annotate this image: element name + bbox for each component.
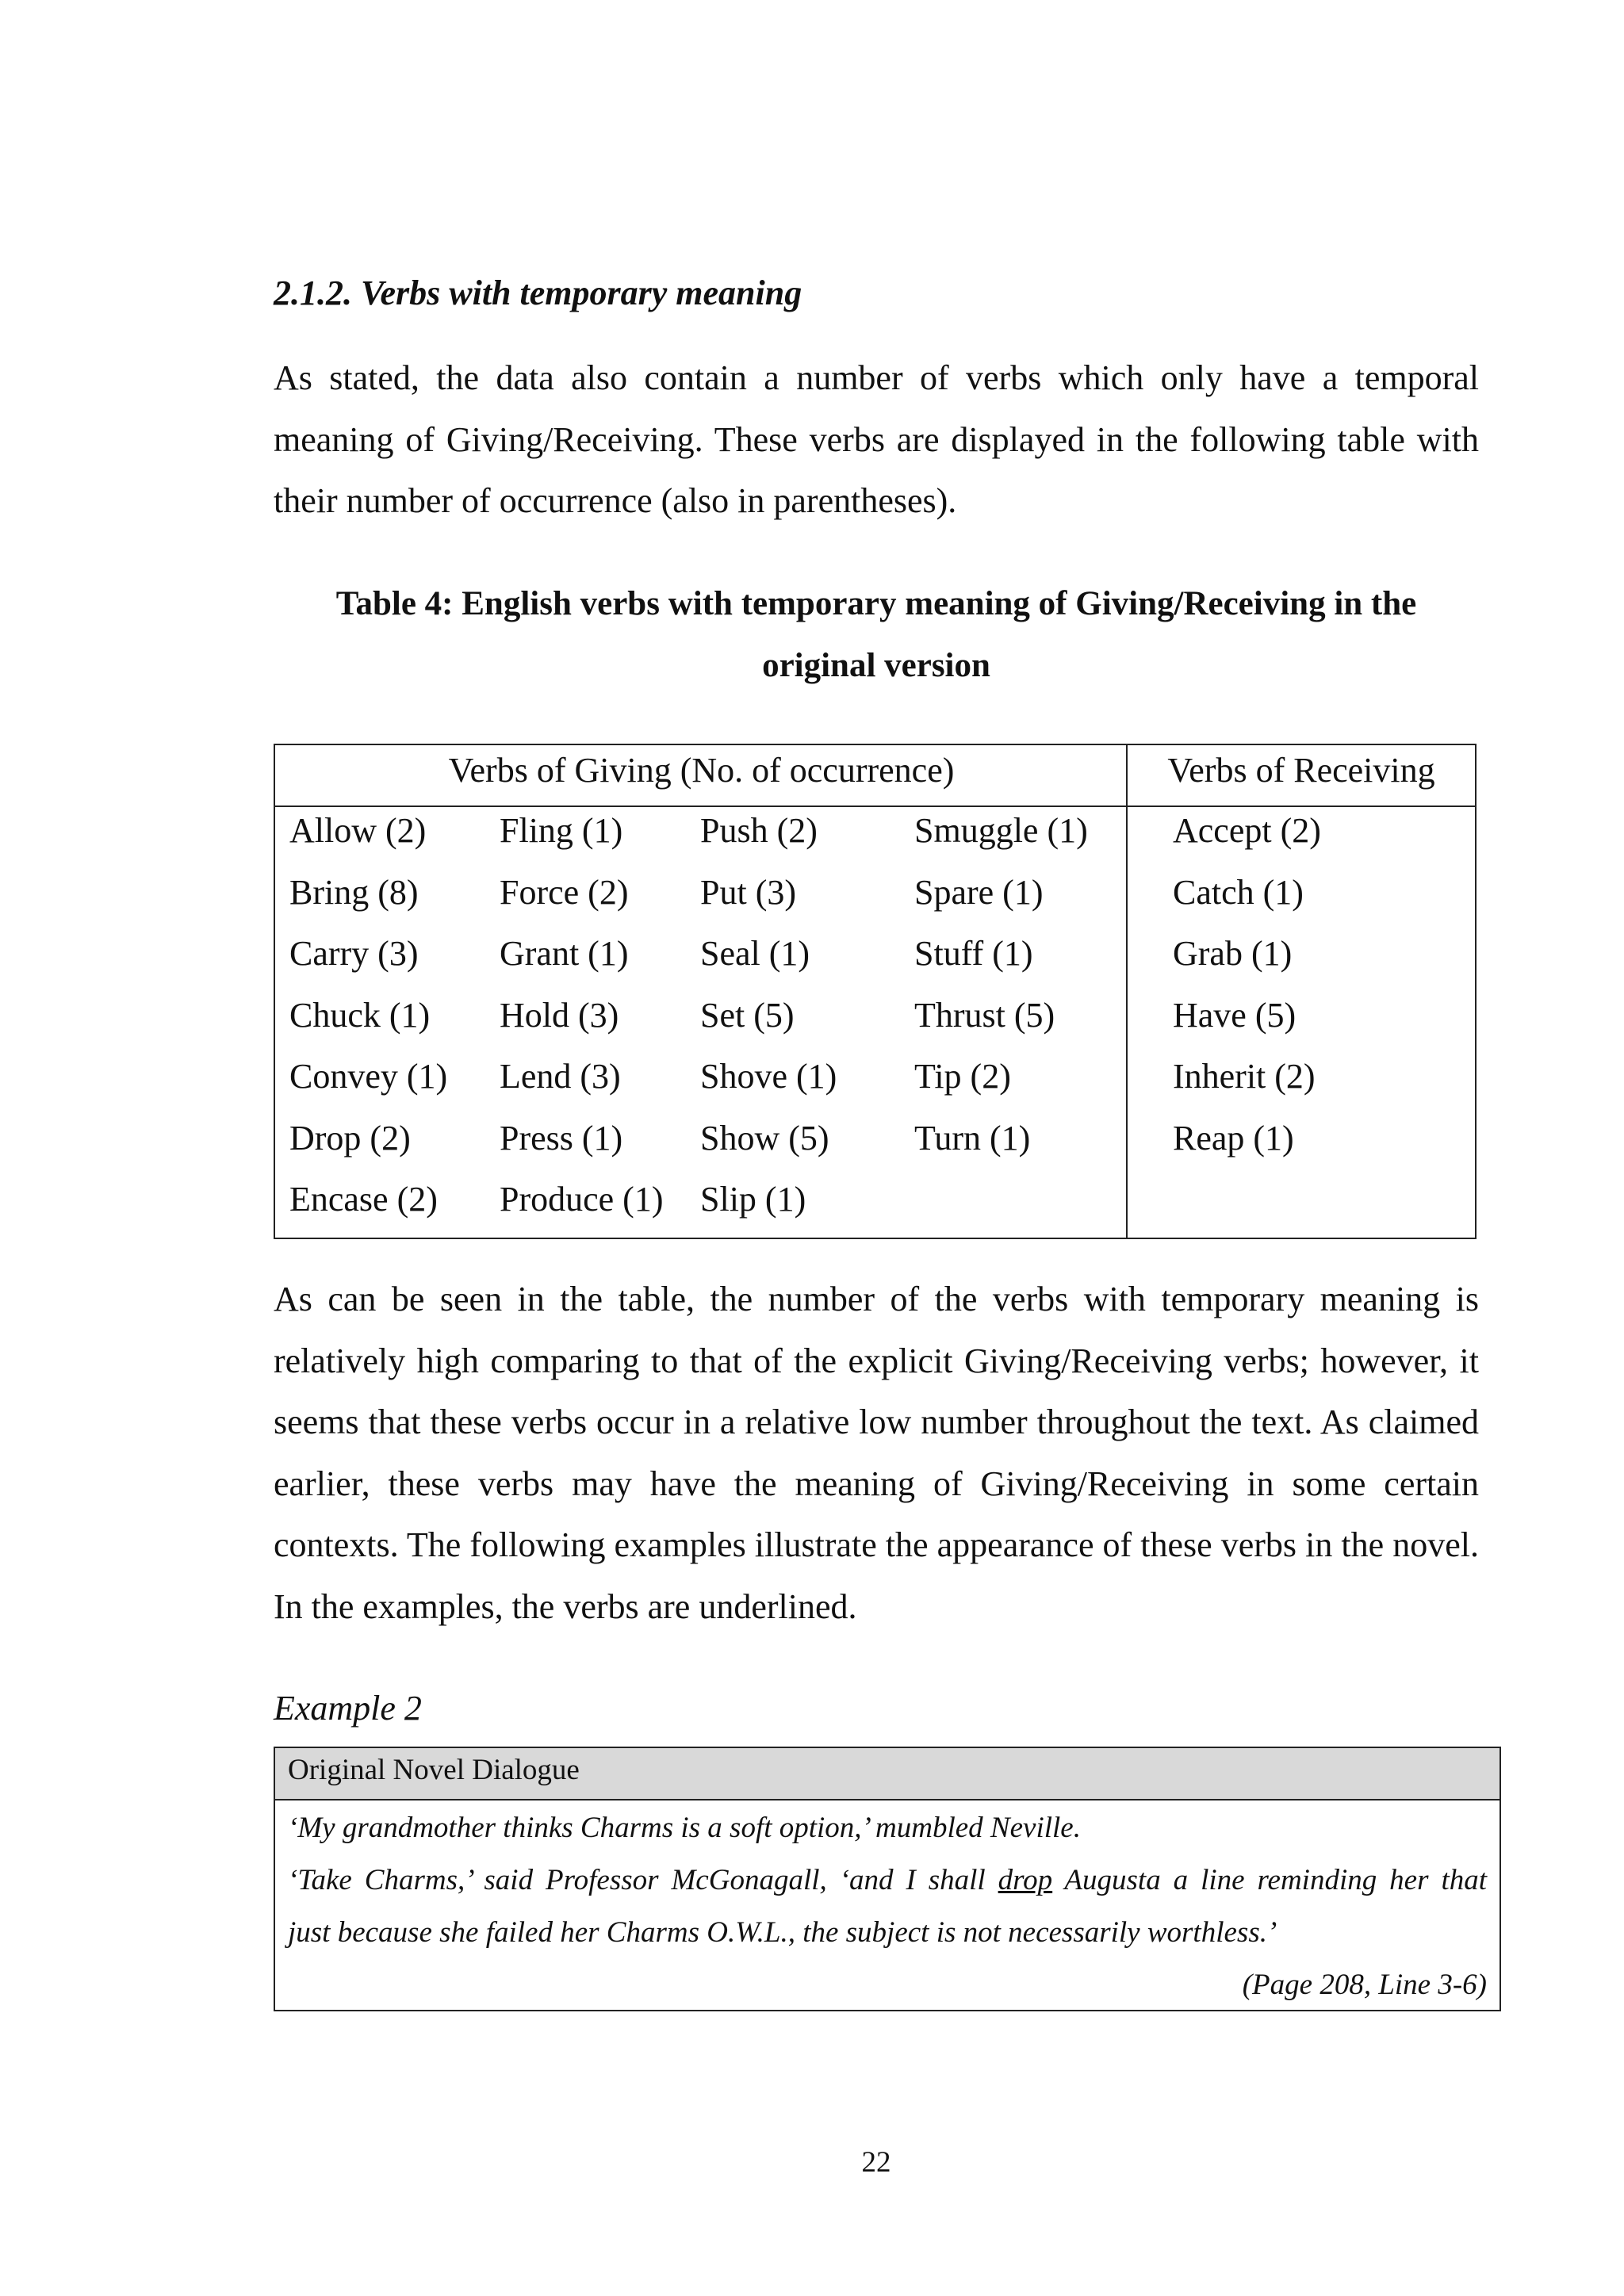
table-cell: Allow (2): [289, 811, 427, 850]
table-cell: Accept (2): [1173, 811, 1321, 850]
table-cell: Have (5): [1173, 995, 1297, 1035]
table-cell: Thrust (5): [914, 995, 1055, 1035]
table-cell: Put (3): [700, 872, 796, 912]
table-cell: Stuff (1): [914, 934, 1033, 973]
table-row: [275, 1176, 1475, 1238]
example-reference: (Page 208, Line 3-6): [1242, 1969, 1487, 2001]
table-cell: Shove (1): [700, 1057, 837, 1096]
table-caption: [274, 573, 1479, 697]
underlined-verb: drop: [998, 1864, 1053, 1896]
discussion-paragraph: As can be seen in the table, the number of the verbs with temporary meaning is relatively high comparing to that of the explicit Giving/Receiving verbs; however, it seems that these verbs occur in a relative low number throughout the text. As claimed earlier, these verbs may have the meaning of Giving/Receiving in some certain contexts. The following examples illustrate the appearance of these verbs in the novel. In the examples, the verbs are underlined.: [274, 1280, 1479, 1626]
table-cell: Show (5): [700, 1118, 829, 1158]
example-box: [274, 1747, 1501, 2011]
example-header: Original Novel Dialogue: [275, 1748, 1500, 1800]
example-line-3: just because she failed her Charms O.W.L., the subject is not necessarily worthless.’: [288, 1916, 1277, 1949]
example-line-2-before: ‘Take Charms,’ said Professor McGonagall, ‘and I shall: [288, 1864, 998, 1896]
example-line-1: ‘My grandmother thinks Charms is a soft option,’ mumbled Neville.: [288, 1812, 1081, 1844]
example-line-2-after: Augusta a line reminding her that: [1052, 1864, 1488, 1896]
table-cell: Slip (1): [700, 1180, 806, 1219]
table-cell: Hold (3): [500, 995, 619, 1035]
table-cell: Carry (3): [289, 934, 419, 973]
table-cell: Set (5): [700, 995, 795, 1035]
table-row: [275, 869, 1475, 931]
table-cell: Push (2): [700, 811, 818, 850]
table-cell: Reap (1): [1173, 1118, 1294, 1158]
table-cell: Grant (1): [500, 934, 629, 973]
intro-paragraph: As stated, the data also contain a number of verbs which only have a temporal meaning of Giving/Receiving. These verbs are displayed in the following table with their number of occurrence (also in parentheses).: [274, 358, 1479, 520]
table-header-receiving: Verbs of Receiving: [1167, 751, 1435, 790]
table-row: [275, 807, 1475, 869]
table-header-giving: Verbs of Giving (No. of occurrence): [448, 751, 955, 790]
page-number: 22: [861, 2146, 891, 2179]
table-cell: Tip (2): [914, 1057, 1011, 1096]
table-cell: Press (1): [500, 1118, 623, 1158]
table-cell: Drop (2): [289, 1118, 411, 1158]
table-cell: Catch (1): [1173, 872, 1304, 912]
table-cell: Chuck (1): [289, 995, 431, 1035]
table-cell: Grab (1): [1173, 934, 1293, 973]
verb-table: [274, 744, 1477, 1239]
table-cell: Fling (1): [500, 811, 623, 850]
table-caption-line-2: original version: [762, 647, 990, 684]
table-cell: Bring (8): [289, 872, 419, 912]
table-body: [275, 807, 1475, 1238]
table-caption-line-1: Table 4: English verbs with temporary meaning of Giving/Receiving in the: [335, 585, 1417, 622]
table-cell: Smuggle (1): [914, 811, 1088, 850]
table-cell: Produce (1): [500, 1180, 664, 1219]
table-cell: Force (2): [500, 872, 629, 912]
section-heading: 2.1.2. Verbs with temporary meaning: [274, 274, 802, 312]
table-cell: Turn (1): [914, 1118, 1031, 1158]
table-cell: Spare (1): [914, 872, 1044, 912]
table-row: [275, 992, 1475, 1054]
table-cell: Inherit (2): [1173, 1057, 1316, 1096]
table-row: [275, 1115, 1475, 1177]
example-label: Example 2: [274, 1689, 422, 1728]
table-cell: Encase (2): [289, 1180, 438, 1219]
table-cell: Lend (3): [500, 1057, 621, 1096]
table-cell: Convey (1): [289, 1057, 448, 1096]
example-line-2: [288, 1854, 1487, 1907]
table-cell: Seal (1): [700, 934, 810, 973]
table-row: [275, 1053, 1475, 1115]
table-row: [275, 930, 1475, 992]
example-body: [288, 1802, 1487, 2011]
